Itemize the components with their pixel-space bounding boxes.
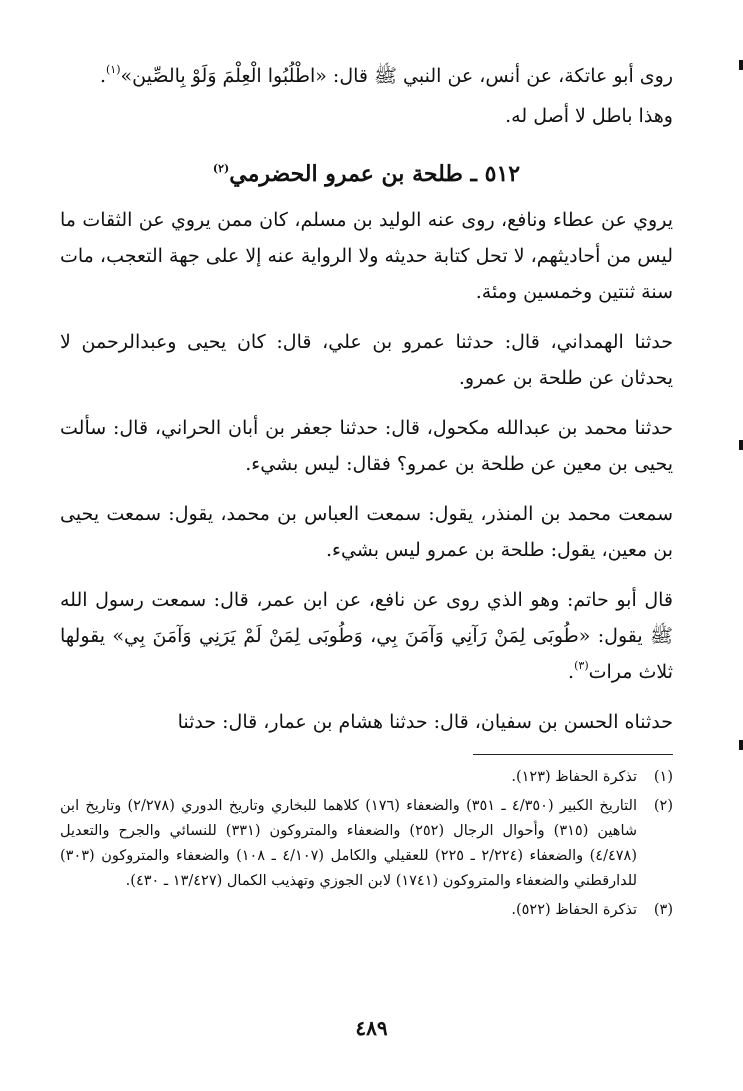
- footnote-ref-2: (٢): [212, 162, 230, 175]
- intro-paragraph: روى أبو عاتكة، عن أنس، عن النبي ﷺ قال: «اطْلُبُوا الْعِلْمَ وَلَوْ بِالصِّين»$^{(١)}$.: [99, 63, 673, 87]
- body-paragraph-6: حدثناه الحسن بن سفيان، قال: حدثنا هشام بن عمار، قال: حدثنا: [177, 711, 673, 733]
- footnote-separator: [473, 754, 673, 755]
- footnote-text: تذكرة الحفاظ (١٢٣).: [511, 769, 637, 785]
- page-number: ٤٨٩: [355, 1016, 388, 1040]
- entry-heading: [60, 156, 673, 192]
- intro-text: روى أبو عاتكة، عن أنس، عن النبي ﷺ قال: «اطْلُبُوا الْعِلْمَ وَلَوْ بِالصِّين»: [120, 65, 673, 87]
- footnote-1: [60, 765, 673, 790]
- footnote-2: [60, 794, 673, 894]
- body-paragraph-2: حدثنا الهمداني، قال: حدثنا عمرو بن علي، قال: كان يحيى وعبدالرحمن لا يحدثان عن طلحة بن عمرو.: [60, 331, 673, 389]
- footnotes: [60, 765, 673, 923]
- body-paragraph-1: يروي عن عطاء ونافع، روى عنه الوليد بن مسلم، كان ممن يروي عن الثقات ما ليس من أحاديثهم، لا تحل كتابة حديثه ولا الرواية عنه إلا على جهة التعجب، مات سنة ثنتين وخمسين ومئة.: [60, 209, 673, 303]
- footnote-3: [60, 898, 673, 923]
- body-paragraph-4: سمعت محمد بن المنذر، يقول: سمعت العباس بن محمد، يقول: سمعت يحيى بن معين، يقول: طلحة بن عمرو ليس بشيء.: [60, 503, 673, 561]
- footnote-text: التاريخ الكبير (٤/٣٥٠ ـ ٣٥١) والضعفاء (١٧٦) كلاهما للبخاري وتاريخ الدوري (٢/٢٧٨) وتاريخ ابن شاهين (٣١٥) وأحوال الرجال (٢٥٢) والضعفاء والمتروكون (٣٣١) للنسائي والجرح والتعديل (٤/٤٧٨) والضعفاء (٢/٢٢٤ ـ ٢٢٥) للعقيلي والكامل (٤/١٠٧ ـ ١٠٨) والضعفاء والمتروكون (٣٠٣) للدارقطني والضعفاء والمتروكون (١٧٤١) لابن الجوزي وتهذيب الكمال (١٣/٤٢٧ ـ ٤٣٠).: [60, 798, 638, 889]
- footnote-number: (٢): [653, 798, 673, 814]
- hadith-text: قال أبو حاتم: وهو الذي روى عن نافع، عن ابن عمر، قال: سمعت رسول الله ﷺ يقول: «طُوبَى لِمَنْ رَآنِي وَآمَنَ بِي، وَطُوبَى لِمَنْ لَمْ يَرَنِي وَآمَنَ بِي» يقولها ثلاث مرات: [60, 589, 673, 683]
- footnote-number: (١): [653, 769, 673, 785]
- body-paragraph-5: قال أبو حاتم: وهو الذي روى عن نافع، عن ابن عمر، قال: سمعت رسول الله ﷺ يقول: «طُوبَى لِمَنْ رَآنِي وَآمَنَ بِي، وَطُوبَى لِمَنْ لَمْ يَرَنِي وَآمَنَ بِي» يقولها ثلاث مرات$^{(٣)}$.: [60, 589, 673, 683]
- book-page: [60, 58, 673, 927]
- edge-mark: [739, 440, 743, 450]
- entry-title: ٥١٢ ـ طلحة بن عمرو الحضرمي: [229, 161, 521, 187]
- verdict-paragraph: وهذا باطل لا أصل له.: [505, 105, 673, 127]
- footnote-ref-1: (١): [106, 63, 121, 76]
- footnote-ref-3: (٣): [574, 659, 589, 672]
- edge-mark: [739, 740, 743, 750]
- footnote-number: (٣): [653, 902, 673, 918]
- edge-mark: [739, 60, 743, 70]
- body-paragraph-3: حدثنا محمد بن عبدالله مكحول، قال: حدثنا جعفر بن أبان الحراني، قال: سألت يحيى بن معين عن طلحة بن عمرو؟ فقال: ليس بشيء.: [60, 417, 673, 475]
- footnote-text: تذكرة الحفاظ (٥٢٢).: [511, 902, 637, 918]
